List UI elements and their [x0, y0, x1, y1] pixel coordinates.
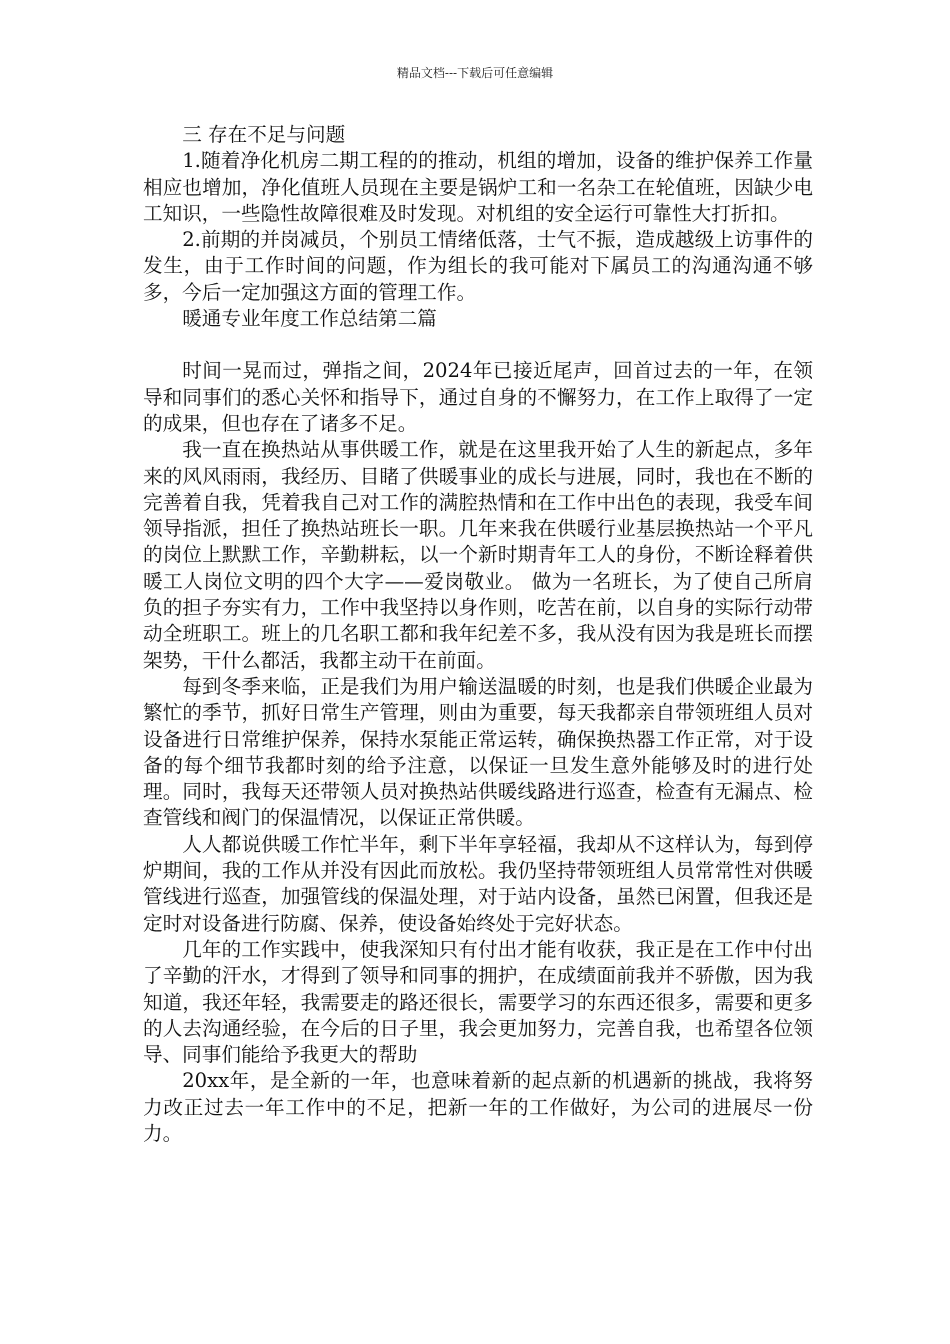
body-paragraph: 时间一晃而过，弹指之间，2024年已接近尾声，回首过去的一年，在领导和同事们的悉心关怀和指导下，通过自身的不懈努力，在工作上取得了一定的成果，但也存在了诸多不足。 [143, 359, 813, 435]
body-paragraph: 我一直在换热站从事供暖工作，就是在这里我开始了人生的新起点，多年来的风风雨雨，我经历、目睹了供暖事业的成长与进展，同时，我也在不断的完善着自我，凭着我自己对工作的满腔热情和在工作中出色的表现，我受车间领导指派，担任了换热站班长一职。几年来我在供暖行业基层换热站一个平凡的岗位上默默工作，辛勤耕耘，以一个新时期青年工人的身份，不断诠释着供暖工人岗位文明的四个大字——爱岗敬业。 做为一名班长，为了使自己所肩负的担子夯实有力，工作中我坚持以身作则，吃苦在前，以自身的实际行动带动全班职工。班上的几名职工都和我年纪差不多，我从没有因为我是班长而摆架势，干什么都活，我都主动干在前面。 [143, 438, 813, 672]
body-paragraph: 20xx年，是全新的一年，也意味着新的起点新的机遇新的挑战，我将努力改正过去一年工作中的不足，把新一年的工作做好，为公司的进展尽一份力。 [143, 1069, 813, 1145]
body-paragraph: 人人都说供暖工作忙半年，剩下半年享轻福，我却从不这样认为，每到停炉期间，我的工作从并没有因此而放松。我仍坚持带领班组人员常常性对供暖管线进行巡查，加强管线的保温处理，对于站内设备，虽然已闲置，但我还是定时对设备进行防腐、保养，使设备始终处于完好状态。 [143, 832, 813, 935]
problem-paragraph-2: 2.前期的并岗减员，个别员工情绪低落，士气不振，造成越级上访事件的发生，由于工作时间的问题，作为组长的我可能对下属员工的沟通沟通不够多，今后一定加强这方面的管理工作。 [143, 228, 813, 304]
page-header: 精品文档---下载后可任意编辑 [396, 66, 554, 80]
body-paragraph: 几年的工作实践中，使我深知只有付出才能有收获，我正是在工作中付出了辛勤的汗水，才得到了领导和同事的拥护，在成绩面前我并不骄傲，因为我知道，我还年轻，我需要走的路还很长，需要学习的东西还很多，需要和更多的人去沟通经验，在今后的日子里，我会更加努力，完善自我，也希望各位领导、同事们能给予我更大的帮助 [143, 937, 813, 1067]
second-article-title: 暖通专业年度工作总结第二篇 [182, 307, 437, 331]
section-heading-problems: 三 存在不足与问题 [182, 123, 346, 146]
problem-paragraph-1: 1.随着净化机房二期工程的的推动，机组的增加，设备的维护保养工作量相应也增加，净化值班人员现在主要是锅炉工和一名杂工在轮值班，因缺少电工知识，一些隐性故障很难及时发现。对机组的安全运行可靠性大打折扣。 [143, 149, 813, 225]
body-paragraph: 每到冬季来临，正是我们为用户输送温暖的时刻，也是我们供暖企业最为繁忙的季节，抓好日常生产管理，则由为重要，每天我都亲自带领班组人员对设备进行日常维护保养，保持水泵能正常运转，确保换热器工作正常，对于设备的每个细节我都时刻的给予注意，以保证一旦发生意外能够及时的进行处理。同时，我每天还带领人员对换热站供暖线路进行巡查，检查有无漏点、检查管线和阀门的保温情况，以保证正常供暖。 [143, 674, 813, 830]
blank-line [143, 332, 813, 358]
document-body [143, 122, 813, 1147]
